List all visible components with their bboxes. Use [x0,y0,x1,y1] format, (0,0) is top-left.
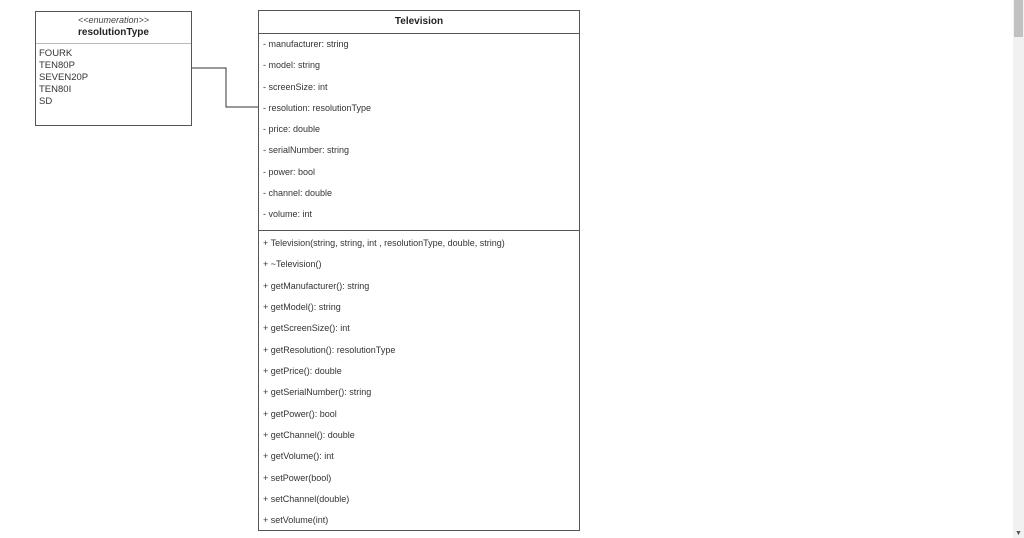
attribute-row: - resolution: resolutionType [263,102,372,113]
class-box[interactable] [258,10,580,531]
attribute-row: - power: bool [263,166,316,177]
attribute-row: - price: double [263,124,321,135]
attribute-row: - serialNumber: string [263,145,350,156]
attribute-row: - volume: int [263,209,313,220]
operation-row: + ~Television() [263,259,322,270]
enumeration-value: TEN80P [39,60,75,71]
operation-row: + getResolution(): resolutionType [263,344,396,355]
vertical-scrollbar[interactable] [1013,0,1024,538]
operation-row: + setPower(bool) [263,472,332,483]
enumeration-value: FOURK [39,48,73,59]
attribute-row: - model: string [263,60,321,71]
operation-row: + getManufacturer(): string [263,280,370,291]
operation-row: + getSerialNumber(): string [263,387,372,398]
attribute-row: - manufacturer: string [263,39,349,49]
class-name: Television [259,11,579,34]
enumeration-name: resolutionType [78,27,149,38]
operation-row: + getChannel(): double [263,430,355,441]
operation-row: + getScreenSize(): int [263,323,350,334]
operation-row: + Television(string, string, int , resolutionType, double, string) [263,238,505,248]
attribute-row: - screenSize: int [263,81,328,92]
chevron-down-icon[interactable]: ▼ [1015,530,1022,537]
class-attributes [259,34,579,231]
enumeration-stereotype: <<enumeration>> [77,15,150,25]
enumeration-value: TEN80I [39,84,72,95]
enumeration-value: SD [39,96,53,107]
scrollbar-thumb[interactable] [1014,0,1023,37]
enumeration-value: SEVEN20P [39,72,89,83]
operation-row: + setVolume(int) [263,515,329,526]
operation-row: + getVolume(): int [263,451,334,462]
operation-row: + setChannel(double) [263,494,350,505]
attribute-row: - channel: double [263,188,333,199]
operation-row: + getPower(): bool [263,408,337,419]
operation-row: + getModel(): string [263,302,341,313]
operation-row: + getPrice(): double [263,366,342,377]
class-operations [259,231,579,532]
